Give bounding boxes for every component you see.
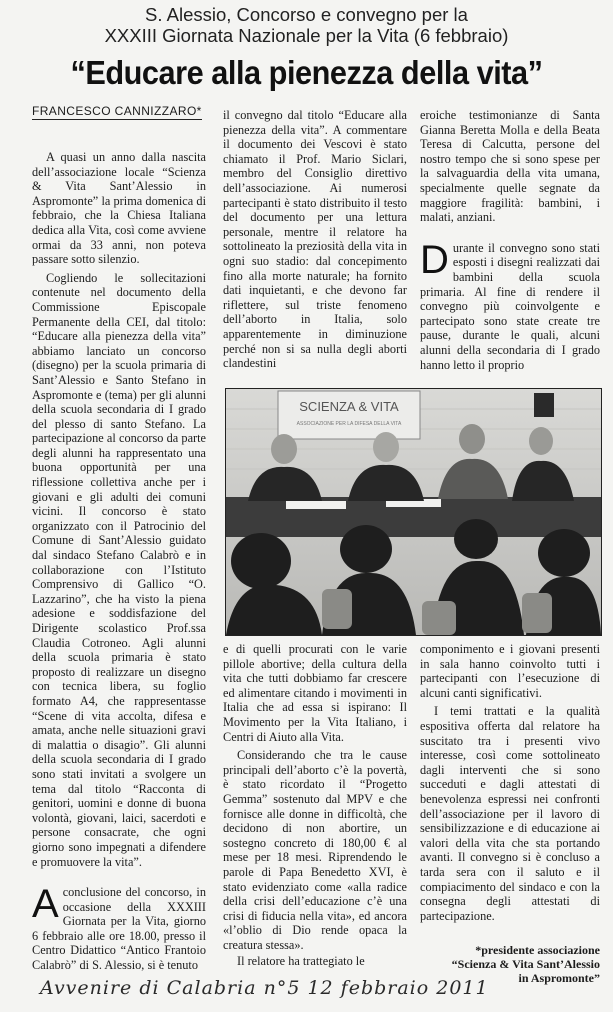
col2b-paragraph-2: Considerando che tra le cause principali dell’aborto c’è la povertà, è stato ricordato il “Progetto Gemma” sostenuto dal MPV e che fornisce alle donne in difficoltà, che decidono di non abortire, un sostegno concreto di 180,00 € al mese per 18 mesi. Riprendendo le parole di Papa Benedetto XVI, è stato evidenziato come «alla radice della crisi dell’educazione c’è una crisi di fiducia nella vita», ed ancora «l’oblio di Dio rende opaca la creatura stessa». xyxy=(223,748,407,952)
col3b-paragraph-2: I temi trattati e la qualità espositiva offerta dal relatore ha suscitato tra i presenti vivo interesse, così come sottolineato dagli interventi che si sono succeduti e dagli attestati di benevolenza espressi nei confronti dell’associazione per il lavoro di sensibilizzazione e di educazione ai valori della vita che sta portando avanti. Il convegno si è concluso a tarda sera con il saluto e il compiacimento del sindaco e con la consegna degli attestati di partecipazione. xyxy=(420,704,600,923)
col3-paragraph-1: eroiche testimonianze di Santa Gianna Beretta Molla e della Beata Teresa di Calcutta, persone del nostro tempo che si sono spese per la salvaguardia della vita umana, specialmente quelle segnate da maggiore fragilità: bambini, i malati, anziani. xyxy=(420,108,600,225)
handwritten-source-note: Avvenire di Calabria n°5 12 febbraio 2011 xyxy=(40,977,489,999)
col2-paragraph-1: il convegno dal titolo “Educare alla pienezza della vita”. A commentare il documento dei Vescovi è stato chiamato il Prof. Mario Siclari, membro del Consiglio direttivo dell’associazione. Ai numerosi partecipanti è stato distribuito il testo del documento per una lettura personale, mentre il relatore ha sottolineato la preziosità della vita in ogni suo stadio: dal concepimento fino alla morte naturale; ha fornito dati inquietanti, e che devono far riflettere, sul triste fenomeno dell’aborto in Italia, solo apparentemente in diminuzione perché non si sa nulla degli aborti clandestini xyxy=(223,108,407,371)
signature-line-2: “Scienza & Vita Sant’Alessio xyxy=(451,957,600,972)
byline: FRANCESCO CANNIZZARO* xyxy=(32,104,202,118)
kicker-line-1: S. Alessio, Concorso e convegno per la xyxy=(145,4,468,25)
col1-paragraph-3-text: conclusione del concorso, in occasione della XXXIII Giornata per la Vita, giorno 6 febbraio alle ore 18.00, presso il Centro Didattico “Antico Frantoio Calabrò” di S. Alessio, si è tenuto xyxy=(32,885,206,973)
event-photo-image xyxy=(226,389,601,635)
col3-paragraph-2 xyxy=(420,237,600,372)
signature-line-1: *presidente associazione xyxy=(475,943,600,958)
kicker xyxy=(0,4,613,46)
column-3-bottom xyxy=(420,642,600,985)
col3-paragraph-2-text: urante il convegno sono stati esposti i disegni realizzati dai bambini della scuola primaria. Al fine di rendere il convegno più coinvolgente e partecipato sono state create tre pause, durante le quali, alcuni alunni della secondaria di I grado hanno letto il proprio xyxy=(420,240,600,372)
event-photo xyxy=(225,388,602,636)
banner-subtitle: ASSOCIAZIONE PER LA DIFESA DELLA VITA xyxy=(296,421,402,427)
headline: “Educare alla pienezza della vita” xyxy=(70,54,543,91)
column-3-top xyxy=(420,108,600,372)
drop-cap-d: D xyxy=(420,237,449,282)
col2b-paragraph-1: e di quelli procurati con le varie pillole abortive; della cultura della vita che tutti dobbiamo far crescere ed alimentare citando i movimenti in Italia che ad essa si ispirano: Il Movimento per la Vita Italiano, i Centri di Aiuto alla Vita. xyxy=(223,642,407,744)
col1-paragraph-1: A quasi un anno dalla nascita dell’associazione locale “Scienza & Vita Sant’Alessio in Aspromonte” la prima domenica di febbraio, che la Chiesa Italiana dedica alla Vita, così come avviene ormai da 33 anni, non poteva passare sotto silenzio. xyxy=(32,150,206,267)
banner-title: SCIENZA & VITA xyxy=(299,399,399,414)
kicker-line-2: XXXIII Giornata Nazionale per la Vita (6 febbraio) xyxy=(104,25,509,46)
drop-cap-a: A xyxy=(32,882,59,927)
signature-line-3: in Aspromonte” xyxy=(518,971,600,986)
col1-paragraph-2: Cogliendo le sollecitazioni contenute nel documento della Commissione Episcopale Permanente della CEI, dal titolo: “Educare alla pienezza della vita” abbiamo lanciato un concorso (disegno) per la scuola primaria di Sant’Alessio e Santo Stefano in Aspromonte e (tema) per gli alunni della scuola secondaria di I grado del plesso di santo Stefano. La partecipazione al concorso da parte degli alunni ha rappresentato una buona opportunità per una riflessione collettiva anche per i giovani e gli adulti dei comuni vicini. Il concorso è stato organizzato con il Patrocinio del Comune di Sant’Alessio guidato dal sindaco Stefano Calabrò e in collaborazione con l’Istituto Comprensivo di Gallico “O. Lazzarino”, che ha visto la piena adesione e soddisfazione del Dirigente scolastico Prof.ssa Claudia Cotroneo. Agli alunni della scuola primaria è stato proposto di realizzare un disegno con tecnica libera, su foglio formato A4, che rappresentasse “Scene di vita accolta, difesa e amata, anche nelle situazioni gravi di malattia o disagio”. Gli alunni della scuola secondaria di I grado sono stati invitati a svolgere un tema dal titolo “Racconta di genitori, uomini e donne di buona volontà, giovani, laici, sacerdoti e persone consacrate, che ogni giorno sono impegnati a difendere e promuovere la vita”. xyxy=(32,270,206,869)
column-2-bottom xyxy=(223,642,407,969)
col3b-paragraph-1: componimento e i giovani presenti in sala hanno coinvolto tutti i partecipanti con l’esecuzione di alcuni canti significativi. xyxy=(420,642,600,700)
col2b-paragraph-3: Il relatore ha trattegiato le xyxy=(237,954,365,969)
column-2-top xyxy=(223,108,407,371)
column-1 xyxy=(32,150,206,973)
col1-paragraph-3 xyxy=(32,882,206,973)
